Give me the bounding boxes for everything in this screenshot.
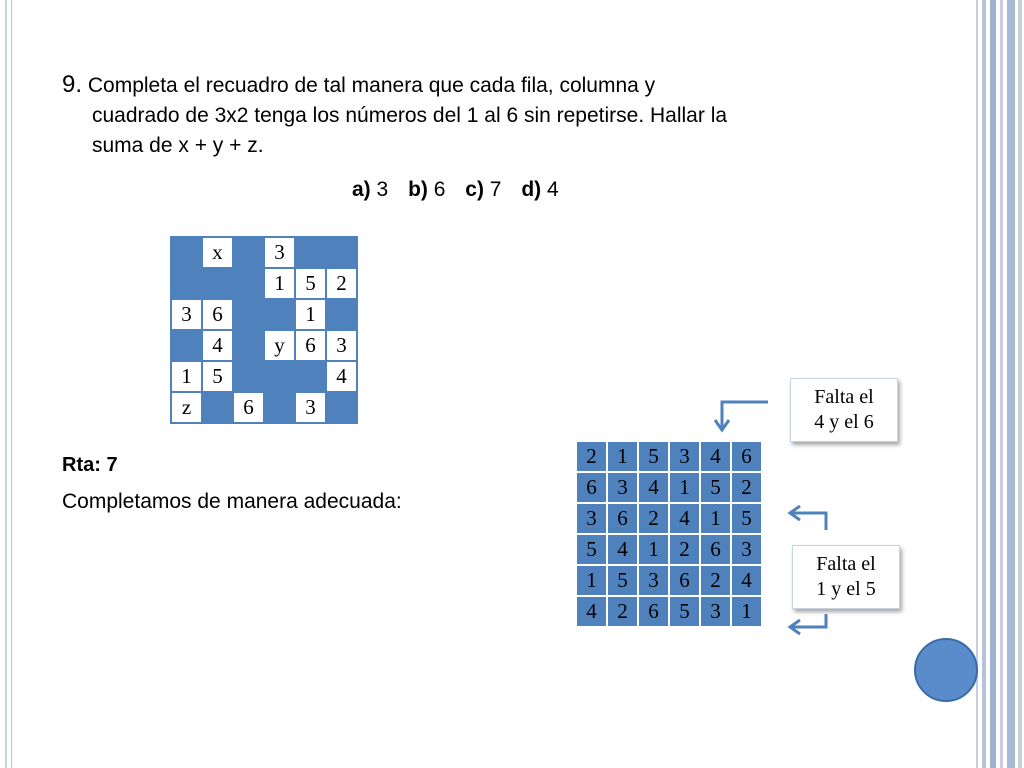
grid-cell: 3 <box>295 392 326 423</box>
option-c: c) 7 <box>465 178 502 201</box>
grid-cell: z <box>171 392 202 423</box>
grid-cell: 2 <box>576 441 607 472</box>
grid-cell: 2 <box>638 503 669 534</box>
arrow-bottom-icon <box>790 614 826 634</box>
question-line-2: cuadrado de 3x2 tenga los números del 1 al 6 sin repetirse. Hallar la <box>92 104 728 127</box>
grid-cell: 5 <box>576 534 607 565</box>
callout-bottom-line-1: Falta el <box>816 553 876 575</box>
grid-cell: 6 <box>202 299 233 330</box>
grid-cell: y <box>264 330 295 361</box>
grid-cell: 5 <box>700 472 731 503</box>
grid-cell: 2 <box>607 596 638 627</box>
grid-cell: 4 <box>638 472 669 503</box>
grid-cell: 2 <box>700 565 731 596</box>
arrow-top-icon <box>715 402 768 430</box>
grid-cell: 3 <box>669 441 700 472</box>
question-number: 9. <box>62 71 83 98</box>
grid-cell: x <box>202 237 233 268</box>
option-d: d) 4 <box>521 178 559 201</box>
grid-cell: 1 <box>607 441 638 472</box>
grid-cell: 6 <box>700 534 731 565</box>
grid-cell: 3 <box>731 534 762 565</box>
grid-cell: 2 <box>731 472 762 503</box>
callout-top-line-2: 4 y el 6 <box>814 411 874 433</box>
grid-cell: 3 <box>171 299 202 330</box>
grid-cell: 6 <box>669 565 700 596</box>
grid-cell: 6 <box>233 392 264 423</box>
grid-cell: 6 <box>638 596 669 627</box>
grid-cell: 3 <box>638 565 669 596</box>
grid-cell: 1 <box>669 472 700 503</box>
grid-cell: 1 <box>638 534 669 565</box>
grid-cell: 6 <box>731 441 762 472</box>
grid-cell: 4 <box>202 330 233 361</box>
grid-cell: 4 <box>607 534 638 565</box>
grid-cell: 6 <box>295 330 326 361</box>
grid-cell: 3 <box>326 330 357 361</box>
grid-cell: 1 <box>576 565 607 596</box>
rta-value: 7 <box>106 454 118 476</box>
grid-cell: 1 <box>264 268 295 299</box>
completion-text: Completamos de manera adecuada: <box>62 490 402 513</box>
grid-cell: 4 <box>326 361 357 392</box>
grid-cell: 4 <box>700 441 731 472</box>
grid-cell: 1 <box>731 596 762 627</box>
grid-cell: 2 <box>669 534 700 565</box>
grid-cell: 5 <box>638 441 669 472</box>
grid-cell: 4 <box>669 503 700 534</box>
arrow-middle-icon <box>790 506 826 530</box>
grid-cell: 1 <box>171 361 202 392</box>
grid-cell: 6 <box>576 472 607 503</box>
callout-top-line-1: Falta el <box>814 386 874 408</box>
option-a: a) 3 <box>352 178 389 201</box>
grid-cell: 3 <box>264 237 295 268</box>
question-line-1: Completa el recuadro de tal manera que cada fila, columna y <box>87 74 656 97</box>
grid-cell: 5 <box>295 268 326 299</box>
grid-cell: 4 <box>731 565 762 596</box>
grid-cell: 6 <box>607 503 638 534</box>
grid-cell: 3 <box>576 503 607 534</box>
grid-cell: 2 <box>326 268 357 299</box>
grid-cell: 1 <box>295 299 326 330</box>
grid-cell: 4 <box>576 596 607 627</box>
grid-cell: 1 <box>700 503 731 534</box>
question-line-3: suma de x + y + z. <box>92 134 264 157</box>
grid-cell: 5 <box>669 596 700 627</box>
rta-label: Rta: <box>62 454 101 476</box>
decorative-circle <box>914 638 978 702</box>
grid-cell: 5 <box>607 565 638 596</box>
grid-cell: 3 <box>607 472 638 503</box>
callout-bottom-line-2: 1 y el 5 <box>816 578 876 600</box>
grid-cell: 3 <box>700 596 731 627</box>
option-b: b) 6 <box>408 178 446 201</box>
grid-cell: 5 <box>731 503 762 534</box>
grid-cell: 5 <box>202 361 233 392</box>
